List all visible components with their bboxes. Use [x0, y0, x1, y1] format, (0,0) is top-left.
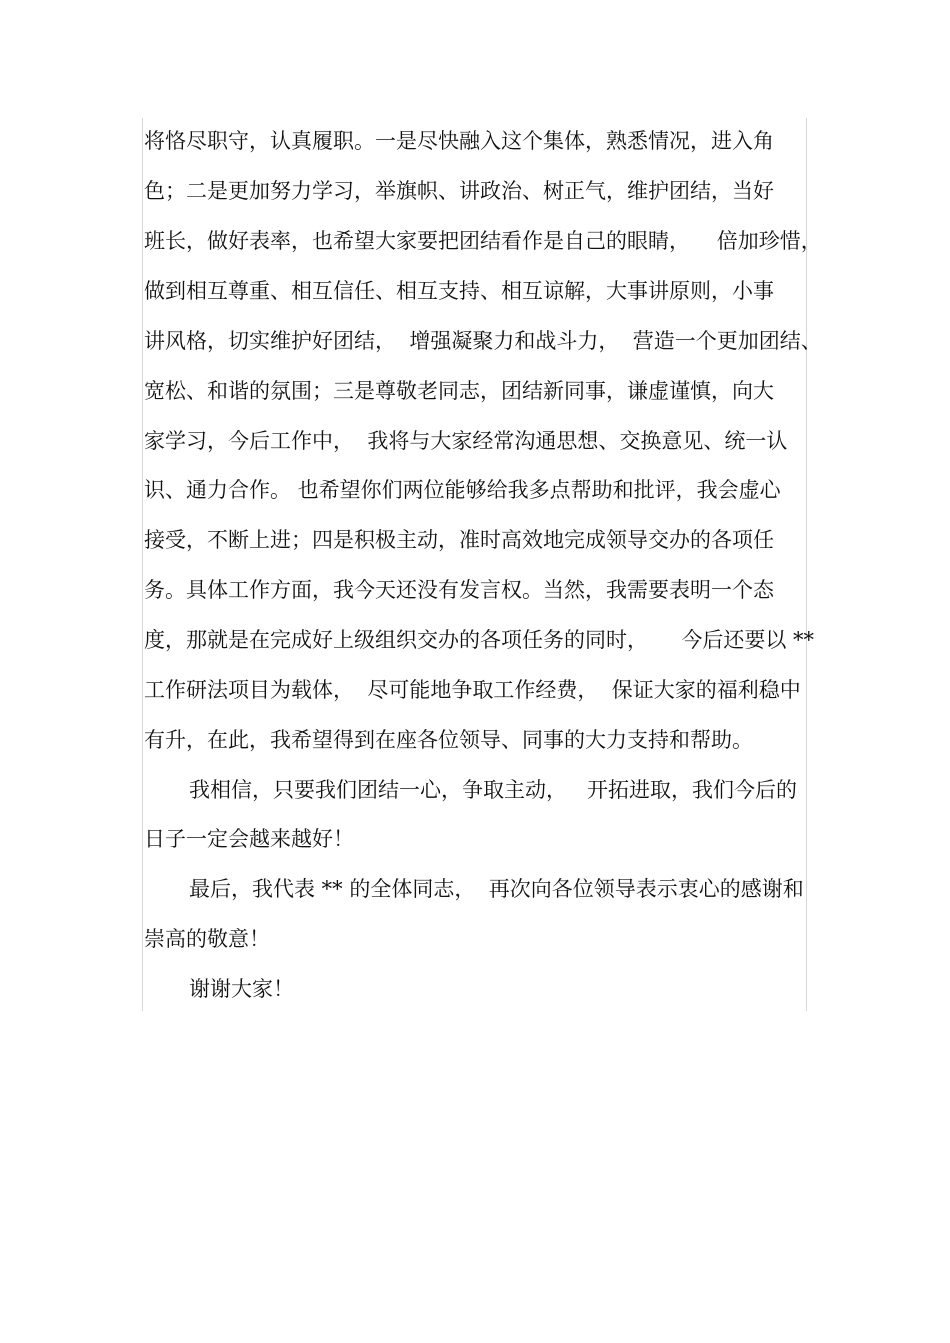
- text-line: 有升，在此，我希望得到在座各位领导、同事的大力支持和帮助。: [144, 728, 753, 752]
- text-line: 家学习，今后工作中， 我将与大家经常沟通思想、交换意见、统一认: [144, 429, 788, 453]
- text-line: 接受，不断上进；四是积极主动，准时高效地完成领导交办的各项任: [144, 528, 774, 552]
- text-line: 最后，我代表 ** 的全体同志， 再次向各位领导表示衷心的感谢和: [189, 877, 804, 901]
- text-line: 日子一定会越来越好！: [144, 827, 354, 851]
- text-line: 宽松、和谐的氛围；三是尊敬老同志，团结新同事，谦虚谨慎，向大: [144, 379, 774, 403]
- text-line: 务。具体工作方面，我今天还没有发言权。当然，我需要表明一个态: [144, 578, 774, 602]
- text-line: 讲风格，切实维护好团结， 增强凝聚力和战斗力， 营造一个更加团结、: [144, 329, 822, 353]
- text-line: 将恪尽职守，认真履职。一是尽快融入这个集体，熟悉情况，进入角: [144, 129, 774, 153]
- text-line: 崇高的敬意！: [144, 927, 270, 951]
- text-line: 做到相互尊重、相互信任、相互支持、相互谅解，大事讲原则，小事: [144, 279, 774, 303]
- text-line: 工作研法项目为载体， 尽可能地争取工作经费， 保证大家的福利稳中: [144, 678, 801, 702]
- text-line: 我相信，只要我们团结一心，争取主动， 开拓进取，我们今后的: [189, 778, 798, 802]
- text-line: 识、通力合作。 也希望你们两位能够给我多点帮助和批评，我会虚心: [144, 478, 781, 502]
- text-line: 班长，做好表率，也希望大家要把团结看作是自己的眼睛， 倍加珍惜，: [144, 229, 822, 253]
- text-line: 谢谢大家！: [189, 977, 294, 1001]
- text-line: 度，那就是在完成好上级组织交办的各项任务的同时， 今后还要以 **: [144, 628, 815, 652]
- text-line: 色；二是更加努力学习，举旗帜、讲政治、树正气，维护团结，当好: [144, 179, 774, 203]
